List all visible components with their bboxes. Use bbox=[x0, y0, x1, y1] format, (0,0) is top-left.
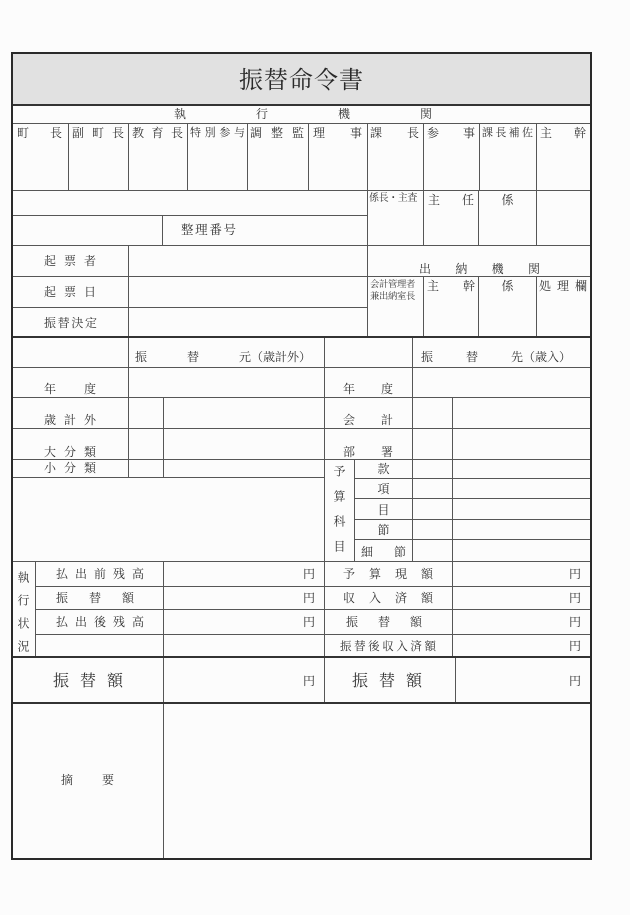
staff-cell-chief[interactable] bbox=[423, 190, 479, 246]
destination-header bbox=[412, 337, 591, 368]
destination-header-blank bbox=[324, 337, 413, 368]
destination-department-label-cell bbox=[324, 428, 413, 460]
yen-unit: 円 bbox=[568, 639, 581, 653]
approver-label: 特別参与 bbox=[190, 126, 245, 139]
execution-blank-label-cell bbox=[35, 634, 164, 658]
staff-cell-clerk[interactable] bbox=[478, 190, 537, 246]
budget-item-name-field[interactable] bbox=[452, 459, 591, 479]
staff-cell-blank[interactable] bbox=[536, 190, 591, 246]
budget-item-code-field[interactable] bbox=[412, 498, 453, 520]
balance-before-label-cell bbox=[35, 561, 164, 587]
staff-label: 主任 bbox=[428, 193, 474, 207]
balance-after-label-cell bbox=[35, 609, 164, 635]
budget-item-name-field[interactable] bbox=[452, 539, 591, 562]
source-minor-category-code-field[interactable] bbox=[128, 459, 164, 478]
balance-after-field[interactable] bbox=[163, 609, 325, 635]
received-after-transfer-label-cell bbox=[324, 634, 453, 658]
approver-cell-assistant-chief[interactable] bbox=[479, 123, 537, 191]
treasury-clerk-label: 係 bbox=[501, 279, 514, 293]
staff-cell-subsection-chief[interactable] bbox=[367, 190, 424, 246]
execution-status-label-cell bbox=[12, 561, 36, 658]
transfer-decision-label: 振替決定 bbox=[44, 316, 97, 330]
source-non-budget-code-field[interactable] bbox=[128, 397, 164, 429]
budget-item-code-field[interactable] bbox=[412, 459, 453, 479]
section-divider bbox=[12, 656, 591, 658]
source-row-label: 年度 bbox=[44, 382, 96, 396]
destination-execution-label: 振替後収入済額 bbox=[340, 639, 436, 653]
source-header bbox=[128, 337, 325, 368]
source-minor-category-name-field[interactable] bbox=[163, 459, 325, 478]
yen-unit: 円 bbox=[302, 674, 315, 688]
budget-item-label: 項 bbox=[377, 482, 390, 496]
destination-header-main: 振替先 bbox=[421, 350, 523, 364]
execution-body-label: 執行機関 bbox=[174, 107, 432, 121]
budget-item-code-field[interactable] bbox=[412, 478, 453, 499]
budget-item-label-cell bbox=[354, 478, 413, 499]
drafter-field[interactable] bbox=[128, 245, 368, 277]
blank-field[interactable] bbox=[12, 190, 368, 216]
destination-transfer-amount-label-cell bbox=[324, 609, 453, 635]
source-major-category-label-cell bbox=[12, 428, 129, 460]
execution-body-header bbox=[12, 105, 591, 124]
source-non-budget-name-field[interactable] bbox=[163, 397, 325, 429]
source-header-note: （歳計外） bbox=[251, 350, 312, 364]
accounting-manager-label-line2: 兼出納室長 bbox=[370, 291, 415, 302]
received-after-transfer-field[interactable] bbox=[452, 634, 591, 658]
approver-cell-section-chief[interactable] bbox=[367, 123, 424, 191]
approver-cell-coordinator[interactable] bbox=[247, 123, 309, 191]
approver-cell-counselor[interactable] bbox=[423, 123, 480, 191]
execution-status-label: 執行状況 bbox=[16, 571, 30, 652]
execution-blank-field[interactable] bbox=[163, 634, 325, 658]
source-header-blank bbox=[12, 337, 129, 368]
source-fiscal-year-label-cell bbox=[12, 367, 129, 398]
approver-label: 調整監 bbox=[250, 126, 304, 140]
total-source-label-cell bbox=[12, 657, 164, 704]
transfer-decision-field[interactable] bbox=[128, 307, 368, 338]
treasury-chief-label: 主幹 bbox=[427, 279, 475, 293]
balance-before-field[interactable] bbox=[163, 561, 325, 587]
destination-account-code-field[interactable] bbox=[412, 397, 453, 429]
budget-item-code-field[interactable] bbox=[412, 519, 453, 540]
treasury-label: 出納機関 bbox=[419, 262, 540, 276]
total-destination-label: 振替額 bbox=[352, 671, 422, 690]
transfer-decision-label-cell bbox=[12, 307, 129, 338]
source-major-category-code-field[interactable] bbox=[128, 428, 164, 460]
total-source-label: 振替額 bbox=[53, 671, 123, 690]
approver-cell-special-advisor[interactable] bbox=[187, 123, 248, 191]
source-non-budget-label-cell bbox=[12, 397, 129, 429]
budget-item-name-field[interactable] bbox=[452, 498, 591, 520]
budget-item-label-cell bbox=[354, 539, 413, 562]
drafter-label: 起票者 bbox=[44, 254, 96, 268]
treasury-cell-accounting-manager[interactable] bbox=[367, 276, 424, 338]
source-fiscal-year-field[interactable] bbox=[128, 367, 325, 398]
summary-label-cell bbox=[12, 703, 164, 859]
budget-subject-label-cell bbox=[324, 459, 355, 562]
yen-unit: 円 bbox=[302, 591, 315, 605]
draft-date-label: 起票日 bbox=[44, 285, 96, 299]
draft-date-field[interactable] bbox=[128, 276, 368, 308]
received-amount-field[interactable] bbox=[452, 586, 591, 610]
draft-date-label-cell bbox=[12, 276, 129, 308]
received-amount-label-cell bbox=[324, 586, 453, 610]
source-minor-category-label-cell bbox=[12, 459, 129, 478]
budget-item-name-field[interactable] bbox=[452, 519, 591, 540]
budget-item-label: 節 bbox=[377, 523, 390, 537]
source-blank-area bbox=[12, 477, 325, 562]
budget-subject-label: 予算科目 bbox=[332, 465, 346, 552]
source-row-label: 小分類 bbox=[44, 461, 96, 475]
budget-item-code-field[interactable] bbox=[412, 539, 453, 562]
transfer-amount-label-cell bbox=[35, 586, 164, 610]
approver-label: 副町長 bbox=[72, 126, 124, 140]
source-header-main: 振替元 bbox=[135, 350, 251, 364]
budget-item-label: 款 bbox=[377, 462, 390, 476]
destination-execution-label: 振替額 bbox=[346, 615, 422, 629]
current-budget-label-cell bbox=[324, 561, 453, 587]
staff-label: 係長・主査 bbox=[369, 193, 417, 204]
section-divider bbox=[12, 702, 591, 704]
drafter-label-cell bbox=[12, 245, 129, 277]
budget-item-label: 目 bbox=[377, 503, 390, 517]
approver-label: 町長 bbox=[17, 126, 62, 140]
destination-fiscal-year-label-cell bbox=[324, 367, 413, 398]
execution-row-label: 払出後残高 bbox=[56, 615, 144, 629]
reference-number-cell bbox=[162, 215, 368, 246]
treasury-cell-processing[interactable] bbox=[536, 276, 591, 338]
budget-item-label-cell bbox=[354, 498, 413, 520]
treasury-cell-clerk[interactable] bbox=[478, 276, 537, 338]
approver-label: 教育長 bbox=[132, 126, 183, 140]
budget-item-label-cell bbox=[354, 459, 413, 479]
destination-fiscal-year-field[interactable] bbox=[412, 367, 591, 398]
approver-cell-mayor[interactable] bbox=[12, 123, 69, 191]
execution-row-label: 振替額 bbox=[56, 591, 134, 605]
yen-unit: 円 bbox=[568, 615, 581, 629]
accounting-manager-label-line1: 会計管理者 bbox=[370, 279, 415, 290]
approver-cell-director[interactable] bbox=[308, 123, 368, 191]
yen-unit: 円 bbox=[568, 591, 581, 605]
destination-header-note: （歳入） bbox=[523, 350, 572, 364]
approver-cell-deputy-mayor[interactable] bbox=[68, 123, 129, 191]
source-major-category-name-field[interactable] bbox=[163, 428, 325, 460]
source-row-label: 歳計外 bbox=[44, 413, 96, 427]
destination-row-label: 会計 bbox=[343, 413, 393, 427]
budget-item-name-field[interactable] bbox=[452, 478, 591, 499]
treasury-cell-chief[interactable] bbox=[423, 276, 479, 338]
destination-account-name-field[interactable] bbox=[452, 397, 591, 429]
destination-execution-label: 予算現額 bbox=[343, 567, 433, 581]
title-band bbox=[12, 53, 591, 106]
destination-row-label: 年度 bbox=[343, 382, 393, 396]
document-title: 振替命令書 bbox=[239, 66, 364, 94]
yen-unit: 円 bbox=[302, 567, 315, 581]
approver-label: 参事 bbox=[427, 126, 475, 140]
staff-label: 係 bbox=[501, 193, 514, 207]
transfer-amount-field[interactable] bbox=[163, 586, 325, 610]
approver-cell-superintendent[interactable] bbox=[128, 123, 188, 191]
total-destination-label-cell bbox=[324, 657, 456, 704]
total-source-field[interactable] bbox=[163, 657, 325, 704]
destination-account-label-cell bbox=[324, 397, 413, 429]
summary-label: 摘要 bbox=[61, 773, 114, 787]
yen-unit: 円 bbox=[302, 615, 315, 629]
budget-item-label-cell bbox=[354, 519, 413, 540]
destination-row-label: 部署 bbox=[343, 445, 393, 459]
approver-label: 課長 bbox=[370, 126, 419, 140]
treasury-header bbox=[367, 245, 591, 277]
destination-execution-label: 収入済額 bbox=[343, 591, 433, 605]
source-row-label: 大分類 bbox=[44, 445, 96, 459]
section-divider bbox=[12, 336, 591, 338]
destination-transfer-amount-field[interactable] bbox=[452, 609, 591, 635]
approver-label: 理事 bbox=[313, 126, 362, 140]
yen-unit: 円 bbox=[568, 674, 581, 688]
destination-department-code-field[interactable] bbox=[412, 428, 453, 460]
title-divider bbox=[12, 104, 591, 106]
summary-field[interactable] bbox=[163, 703, 591, 859]
yen-unit: 円 bbox=[568, 567, 581, 581]
approver-label: 主幹 bbox=[540, 126, 586, 140]
processing-label: 処理欄 bbox=[539, 279, 587, 293]
execution-row-label: 払出前残高 bbox=[56, 567, 144, 581]
approver-cell-manager[interactable] bbox=[536, 123, 591, 191]
total-destination-field[interactable] bbox=[455, 657, 591, 704]
current-budget-field[interactable] bbox=[452, 561, 591, 587]
reference-number-label: 整理番号 bbox=[181, 222, 236, 237]
reference-number-field[interactable] bbox=[12, 215, 163, 246]
budget-item-label: 細節 bbox=[361, 545, 406, 559]
destination-department-name-field[interactable] bbox=[452, 428, 591, 460]
approver-label: 課長補佐 bbox=[482, 126, 533, 139]
